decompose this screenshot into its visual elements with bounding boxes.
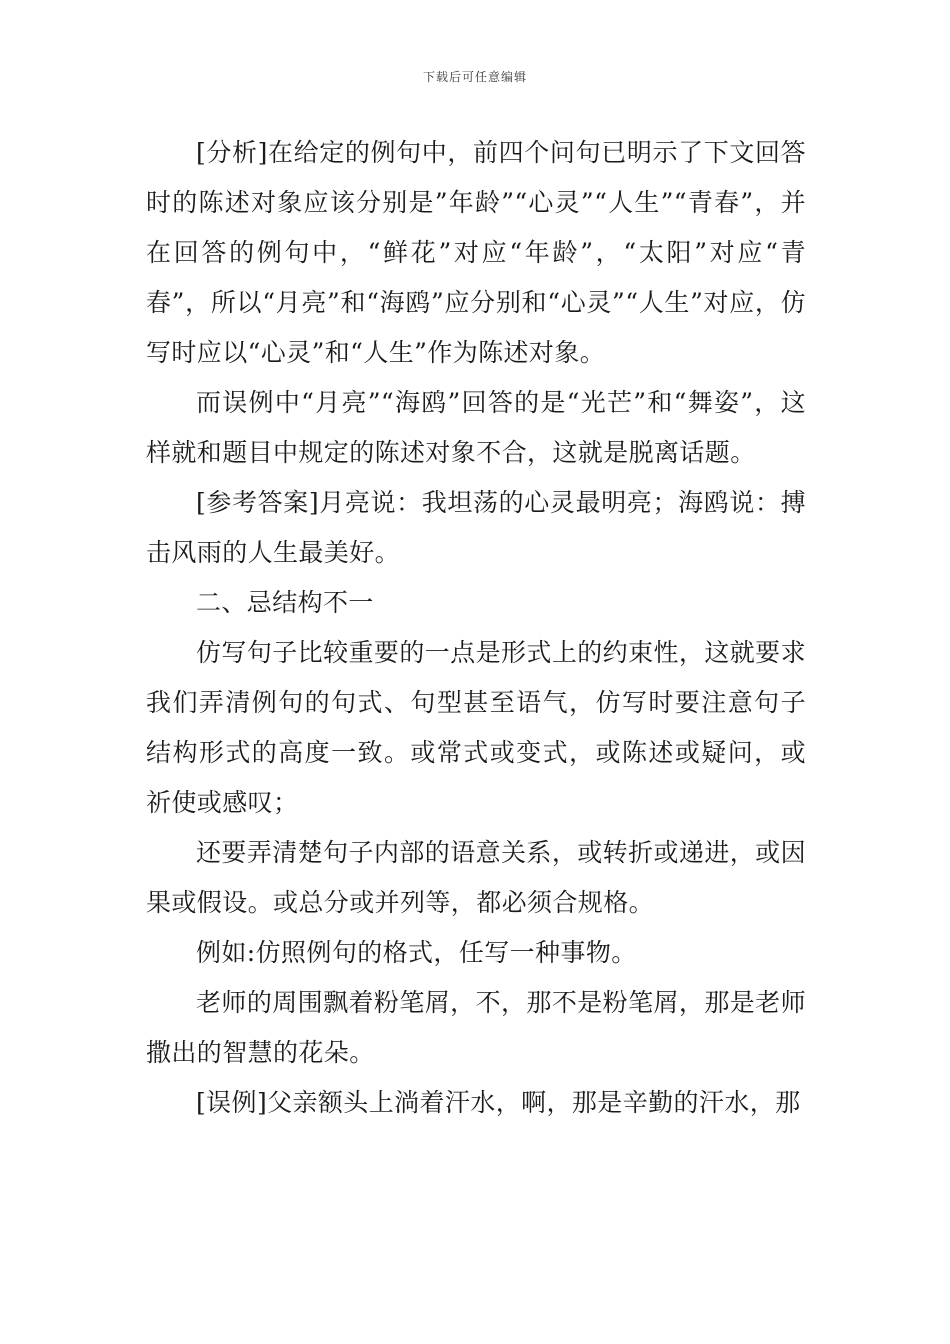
section-heading: 二、忌结构不一 [196, 588, 374, 617]
paragraph-wrong-example-explanation: 而误例中“月亮”“海鸥”回答的是“光芒”和“舞姿”，这样就和题目中规定的陈述对象不合，这就是脱离话题。 [146, 388, 806, 467]
document-body [146, 128, 806, 1128]
paragraph-semantic-relation: 还要弄清楚句子内部的语意关系，或转折或递进，或因果或假设。或总分或并列等，都必须合规格。 [146, 838, 806, 917]
paragraph-wrong-example: [误例]父亲额头上淌着汗水，啊，那是辛勤的汗水，那 [196, 1088, 801, 1117]
paragraph-example-prompt: 例如:仿照例句的格式，任写一种事物。 [196, 938, 637, 967]
paragraph-reference-answer: [参考答案]月亮说：我坦荡的心灵最明亮；海鸥说：搏击风雨的人生最美好。 [146, 488, 806, 567]
paragraph-structure-rule: 仿写句子比较重要的一点是形式上的约束性，这就要求我们弄清例句的句式、句型甚至语气，仿写时要注意句子结构形式的高度一致。或常式或变式，或陈述或疑问，或祈使或感叹； [146, 638, 806, 817]
paragraph-example-sentence: 老师的周围飘着粉笔屑，不，那不是粉笔屑，那是老师撒出的智慧的花朵。 [146, 988, 806, 1067]
paragraph-analysis: [分析]在给定的例句中，前四个问句已明示了下文回答时的陈述对象应该分别是”年龄”“心灵”“人生”“青春”，并在回答的例句中，“鲜花”对应“年龄”，“太阳”对应“青春”，所以“月亮”和“海鸥”应分别和“心灵”“人生”对应，仿写时应以“心灵”和“人生”作为陈述对象。 [146, 138, 806, 367]
header-note: 下载后可任意编辑 [422, 70, 527, 84]
